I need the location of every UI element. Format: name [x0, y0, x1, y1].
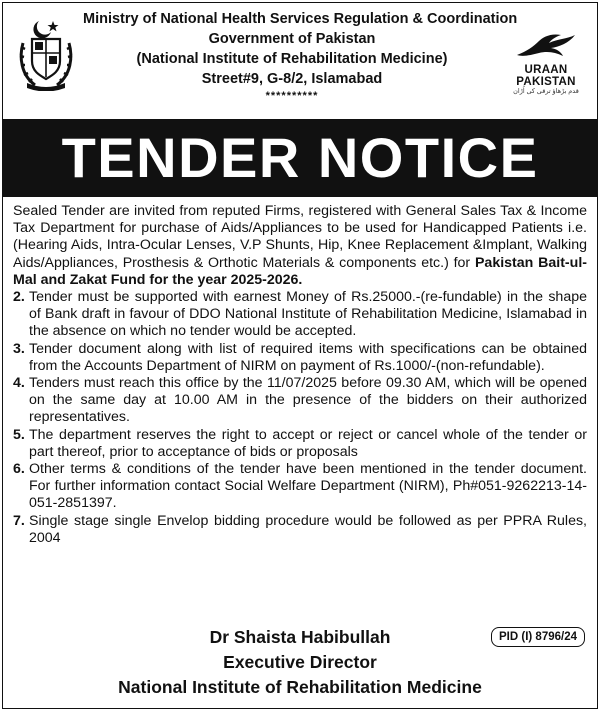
condition-number: 4.	[13, 375, 25, 392]
condition-number: 6.	[13, 461, 25, 478]
condition-number: 3.	[13, 340, 25, 357]
signatory-designation: Executive Director	[223, 652, 377, 672]
condition-number: 7.	[13, 512, 25, 529]
condition-text: Single stage single Envelop bidding procedure would be followed as per PPRA Rules, 2004	[29, 512, 587, 546]
tender-notice	[2, 2, 598, 709]
condition-text: Other terms & conditions of the tender have been mentioned in the tender document. For further information contact Social Welfare Department (NIRM), Ph#051-9262213-14- 051-2851397.	[29, 461, 587, 512]
signatory-institute: National Institute of Rehabilitation Medicine	[118, 677, 482, 697]
notice-body	[13, 203, 587, 547]
title-banner	[3, 119, 597, 197]
signatory-name: Dr Shaista Habibullah	[209, 627, 391, 647]
uraan-pakistan-text: URAAN PAKISTAN	[516, 64, 576, 88]
condition-text: Tender document along with list of required items with specifications can be obtained from the Accounts Department of NIRM on payment of Rs.1000/-(non-refundable).	[29, 340, 587, 374]
condition-text: Tender must be supported with earnest Money of Rs.25000.-(re-fundable) in the shape of Bank draft in favour of DDO National Institute of Rehabilitation Medicine, Islamabad in the absence on which no tender would be accepted.	[29, 289, 587, 340]
intro-text: Sealed Tender are invited from reputed Firms, registered with General Sales Tax & Income Tax Department for purchase of Aids/Appliances to be used for Handicapped Patients i.e.(Hearing Aids, Intra-Ocular Lenses, V.P Shunts, Hip, Knee Replacement &Implant, Walking Aids/Appliances, Prosthesis & Orthotic Materials & components etc.) for	[13, 203, 587, 271]
state-emblem-icon	[17, 17, 75, 91]
condition-item	[13, 513, 587, 547]
institute-name: (National Institute of Rehabilitation Medicine)	[136, 51, 448, 67]
condition-item	[13, 427, 587, 461]
stars-divider: **********	[265, 90, 319, 102]
conditions-list	[13, 289, 587, 547]
government-name: Government of Pakistan	[208, 31, 376, 47]
condition-item	[13, 461, 587, 513]
condition-number: 5.	[13, 426, 25, 443]
header	[3, 3, 597, 122]
condition-text: Tenders must reach this office by the 11/07/2025 before 09.30 AM, which will be opened on the same day at 10.00 AM in the presence of the bidders on their authorized representatives.	[29, 375, 587, 426]
page-title: TENDER NOTICE	[61, 126, 539, 189]
condition-text: The department reserves the right to accept or reject or cancel whole of the tender or part thereof, prior to acceptance of bids or proposals	[29, 426, 587, 460]
header-text	[83, 9, 518, 103]
uraan-tagline: قدم بڑھاؤ ترقی کی اُڑان	[513, 88, 579, 95]
eagle-icon	[511, 31, 581, 59]
uraan-pakistan-logo	[503, 31, 589, 101]
intro-bold-text: Pakistan Bait-ul-Mal and Zakat Fund for the year 2025-2026.	[13, 254, 587, 288]
intro-paragraph	[13, 203, 587, 289]
condition-item	[13, 289, 587, 341]
pid-badge: PID (I) 8796/24	[491, 627, 585, 647]
address: Street#9, G-8/2, Islamabad	[201, 71, 383, 87]
condition-item	[13, 341, 587, 375]
ministry-name: Ministry of National Health Services Regulation & Coordination	[83, 11, 518, 27]
condition-number: 2.	[13, 289, 25, 306]
condition-item	[13, 375, 587, 427]
